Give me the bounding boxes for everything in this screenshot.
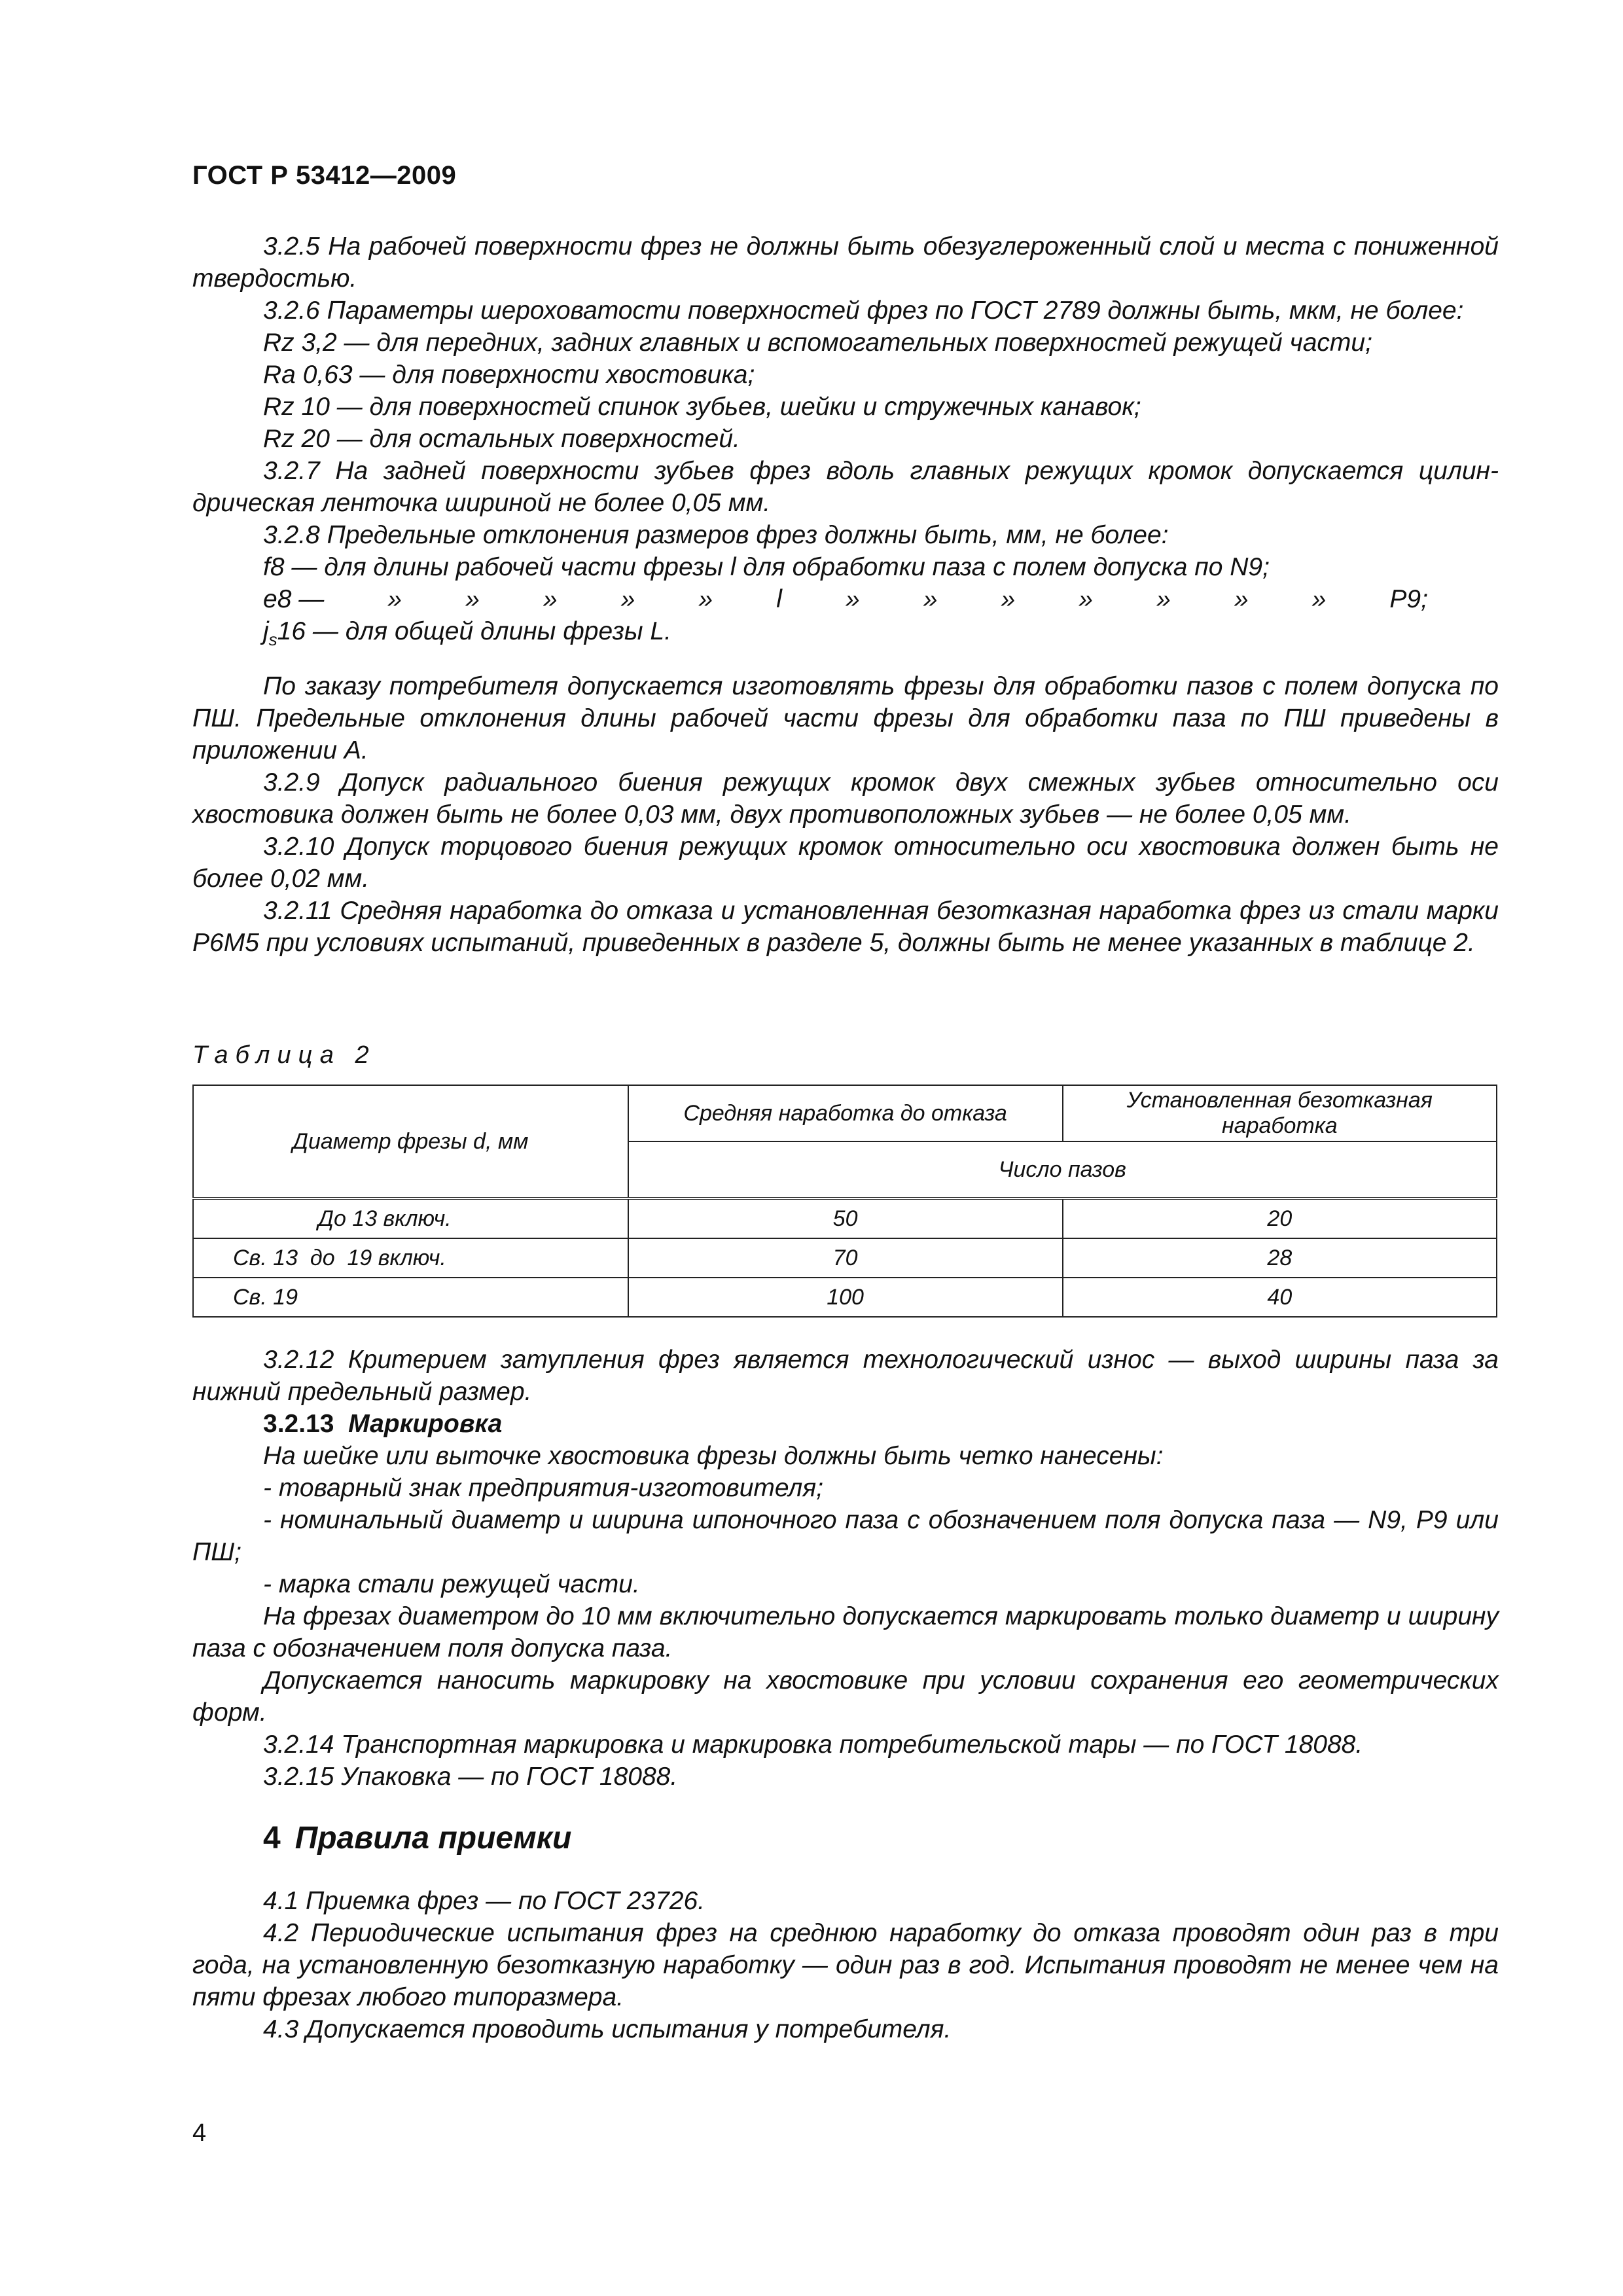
- cell-mean: 100: [628, 1278, 1063, 1317]
- header-guaranteed: Установленная безотказная наработка: [1063, 1085, 1497, 1141]
- table-row: [193, 1198, 1497, 1238]
- table-row: [193, 1238, 1497, 1278]
- ditto-6: l: [776, 585, 782, 613]
- paragraph-3-2-10: 3.2.10 Допуск торцового биения режущих кромок относительно оси хвостовика должен быть не более 0,02 мм.: [192, 832, 1499, 893]
- ditto-0: e8 —: [263, 585, 325, 613]
- marking-item-3: - марка стали режущей части.: [263, 1570, 640, 1598]
- cell-guaranteed: 28: [1063, 1238, 1497, 1278]
- paragraph-3-2-6: 3.2.6 Параметры шероховатости поверхностей фрез по ГОСТ 2789 должны быть, мкм, не более:: [263, 296, 1464, 325]
- ditto-14: P9;: [1389, 585, 1428, 613]
- marking-note-2: Допускается наносить маркировку на хвостовике при условии сохранения его геометрических форм.: [192, 1666, 1499, 1727]
- tolerance-f8: f8 — для длины рабочей части фрезы l для обработки паза с полем допуска по N9;: [263, 553, 1270, 581]
- table-header-row: [193, 1085, 1497, 1141]
- roughness-rz20: Rz 20 — для остальных поверхностей.: [263, 425, 740, 453]
- paragraph-3-2-8: 3.2.8 Предельные отклонения размеров фрез должны быть, мм, не более:: [263, 521, 1169, 549]
- tolerance-js16: [192, 615, 1499, 656]
- ditto-9: »: [1001, 585, 1016, 613]
- js16-text: 16 — для общей длины фрезы L.: [277, 617, 671, 645]
- paragraph-4-1: 4.1 Приемка фрез — по ГОСТ 23726.: [263, 1887, 705, 1915]
- cell-mean: 70: [628, 1238, 1063, 1278]
- page-number: 4: [192, 2119, 207, 2147]
- paragraph-4-2: 4.2 Периодические испытания фрез на среднюю наработку до отказа проводят один раз в три года, на установленную безотказную наработку — один раз в год. Испытания проводят не менее чем на пяти фрезах любого типоразмера.: [192, 1919, 1499, 2011]
- cell-diameter: Св. 13 до 19 включ.: [193, 1238, 628, 1278]
- header-number-of-slots: Число пазов: [628, 1141, 1497, 1198]
- marking-note-1: На фрезах диаметром до 10 мм включительно допускается маркировать только диаметр и ширину паза с обозначением поля допуска паза.: [192, 1602, 1499, 1662]
- paragraph-3-2-15: 3.2.15 Упаковка — по ГОСТ 18088.: [263, 1763, 678, 1791]
- ditto-10: »: [1079, 585, 1093, 613]
- marking-number: 3.2.13: [263, 1410, 334, 1438]
- paragraph-3-2-14: 3.2.14 Транспортная маркировка и маркировка потребительской тары — по ГОСТ 18088.: [263, 1731, 1363, 1759]
- document-header: ГОСТ Р 53412—2009: [192, 161, 457, 190]
- ditto-5: »: [698, 585, 713, 613]
- marking-title: Маркировка: [348, 1410, 503, 1438]
- paragraph-3-2-12: 3.2.12 Критерием затупления фрез является технологический износ — выход ширины паза за нижний предельный размер.: [192, 1346, 1499, 1406]
- paragraph-3-2-7: 3.2.7 На задней поверхности зубьев фрез вдоль главных режущих кромок допускается цилиндрическая ленточка шириной не более 0,05 мм.: [192, 457, 1499, 517]
- ditto-7: »: [845, 585, 860, 613]
- ditto-13: »: [1311, 585, 1327, 613]
- ditto-2: »: [465, 585, 480, 613]
- document-body: [192, 230, 1499, 959]
- js16-symbol: j: [263, 617, 269, 645]
- table-2-caption: Таблица 2: [192, 1041, 376, 1069]
- ditto-8: »: [923, 585, 938, 613]
- paragraph-3-2-13: [192, 1408, 1499, 1440]
- section-4-body: [192, 1885, 1499, 2045]
- marking-item-1: - товарный знак предприятия-изготовителя;: [263, 1474, 823, 1502]
- cell-guaranteed: 20: [1063, 1198, 1497, 1238]
- ditto-1: »: [387, 585, 402, 613]
- ditto-4: »: [620, 585, 635, 613]
- section-4-heading: [263, 1820, 571, 1856]
- marking-item-2: - номинальный диаметр и ширина шпоночного паза с обозначением поля допуска паза — N9, Р9 или ПШ;: [192, 1506, 1499, 1566]
- paragraph-3-2-11: 3.2.11 Средняя наработка до отказа и установленная безотказная наработка фрез из стали марки Р6М5 при условиях испытаний, приведенных в разделе 5, должны быть не менее указанных в таблице 2.: [192, 896, 1499, 957]
- document-body-continued: [192, 1344, 1499, 1793]
- tolerance-e8-ditto-line: [192, 583, 1428, 615]
- cell-guaranteed: 40: [1063, 1278, 1497, 1317]
- section-number: 4: [263, 1821, 281, 1856]
- ditto-3: »: [543, 585, 558, 613]
- marking-intro: На шейке или выточке хвостовика фрезы должны быть четко нанесены:: [263, 1442, 1164, 1470]
- roughness-rz10: Rz 10 — для поверхностей спинок зубьев, шейки и стружечных канавок;: [263, 393, 1141, 421]
- cell-diameter: Св. 19: [193, 1278, 628, 1317]
- ditto-12: »: [1234, 585, 1249, 613]
- paragraph-3-2-5: 3.2.5 На рабочей поверхности фрез не должны быть обезуглероженный слой и места с пониженной твердостью.: [192, 232, 1499, 293]
- table-row: [193, 1278, 1497, 1317]
- roughness-ra063: Ra 0,63 — для поверхности хвостовика;: [263, 361, 755, 389]
- paragraph-order-note: По заказу потребителя допускается изготовлять фрезы для обработки пазов с полем допуска по ПШ. Предельные отклонения длины рабочей части фрезы для обработки паза по ПШ приведены в приложении А.: [192, 672, 1499, 764]
- section-title: Правила приемки: [294, 1821, 572, 1856]
- cell-diameter: До 13 включ.: [193, 1198, 628, 1238]
- roughness-rz32: Rz 3,2 — для передних, задних главных и вспомогательных поверхностей режущей части;: [263, 329, 1372, 357]
- paragraph-4-3: 4.3 Допускается проводить испытания у потребителя.: [263, 2015, 952, 2043]
- ditto-11: »: [1156, 585, 1171, 613]
- paragraph-3-2-9: 3.2.9 Допуск радиального биения режущих кромок двух смежных зубьев относительно оси хвостовика должен быть не более 0,03 мм, двух противоположных зубьев — не более 0,05 мм.: [192, 768, 1499, 829]
- header-diameter: Диаметр фрезы d, мм: [193, 1085, 628, 1198]
- cell-mean: 50: [628, 1198, 1063, 1238]
- table-2: [192, 1085, 1497, 1318]
- header-mean: Средняя наработка до отказа: [628, 1085, 1063, 1141]
- js16-subscript: s: [268, 629, 277, 649]
